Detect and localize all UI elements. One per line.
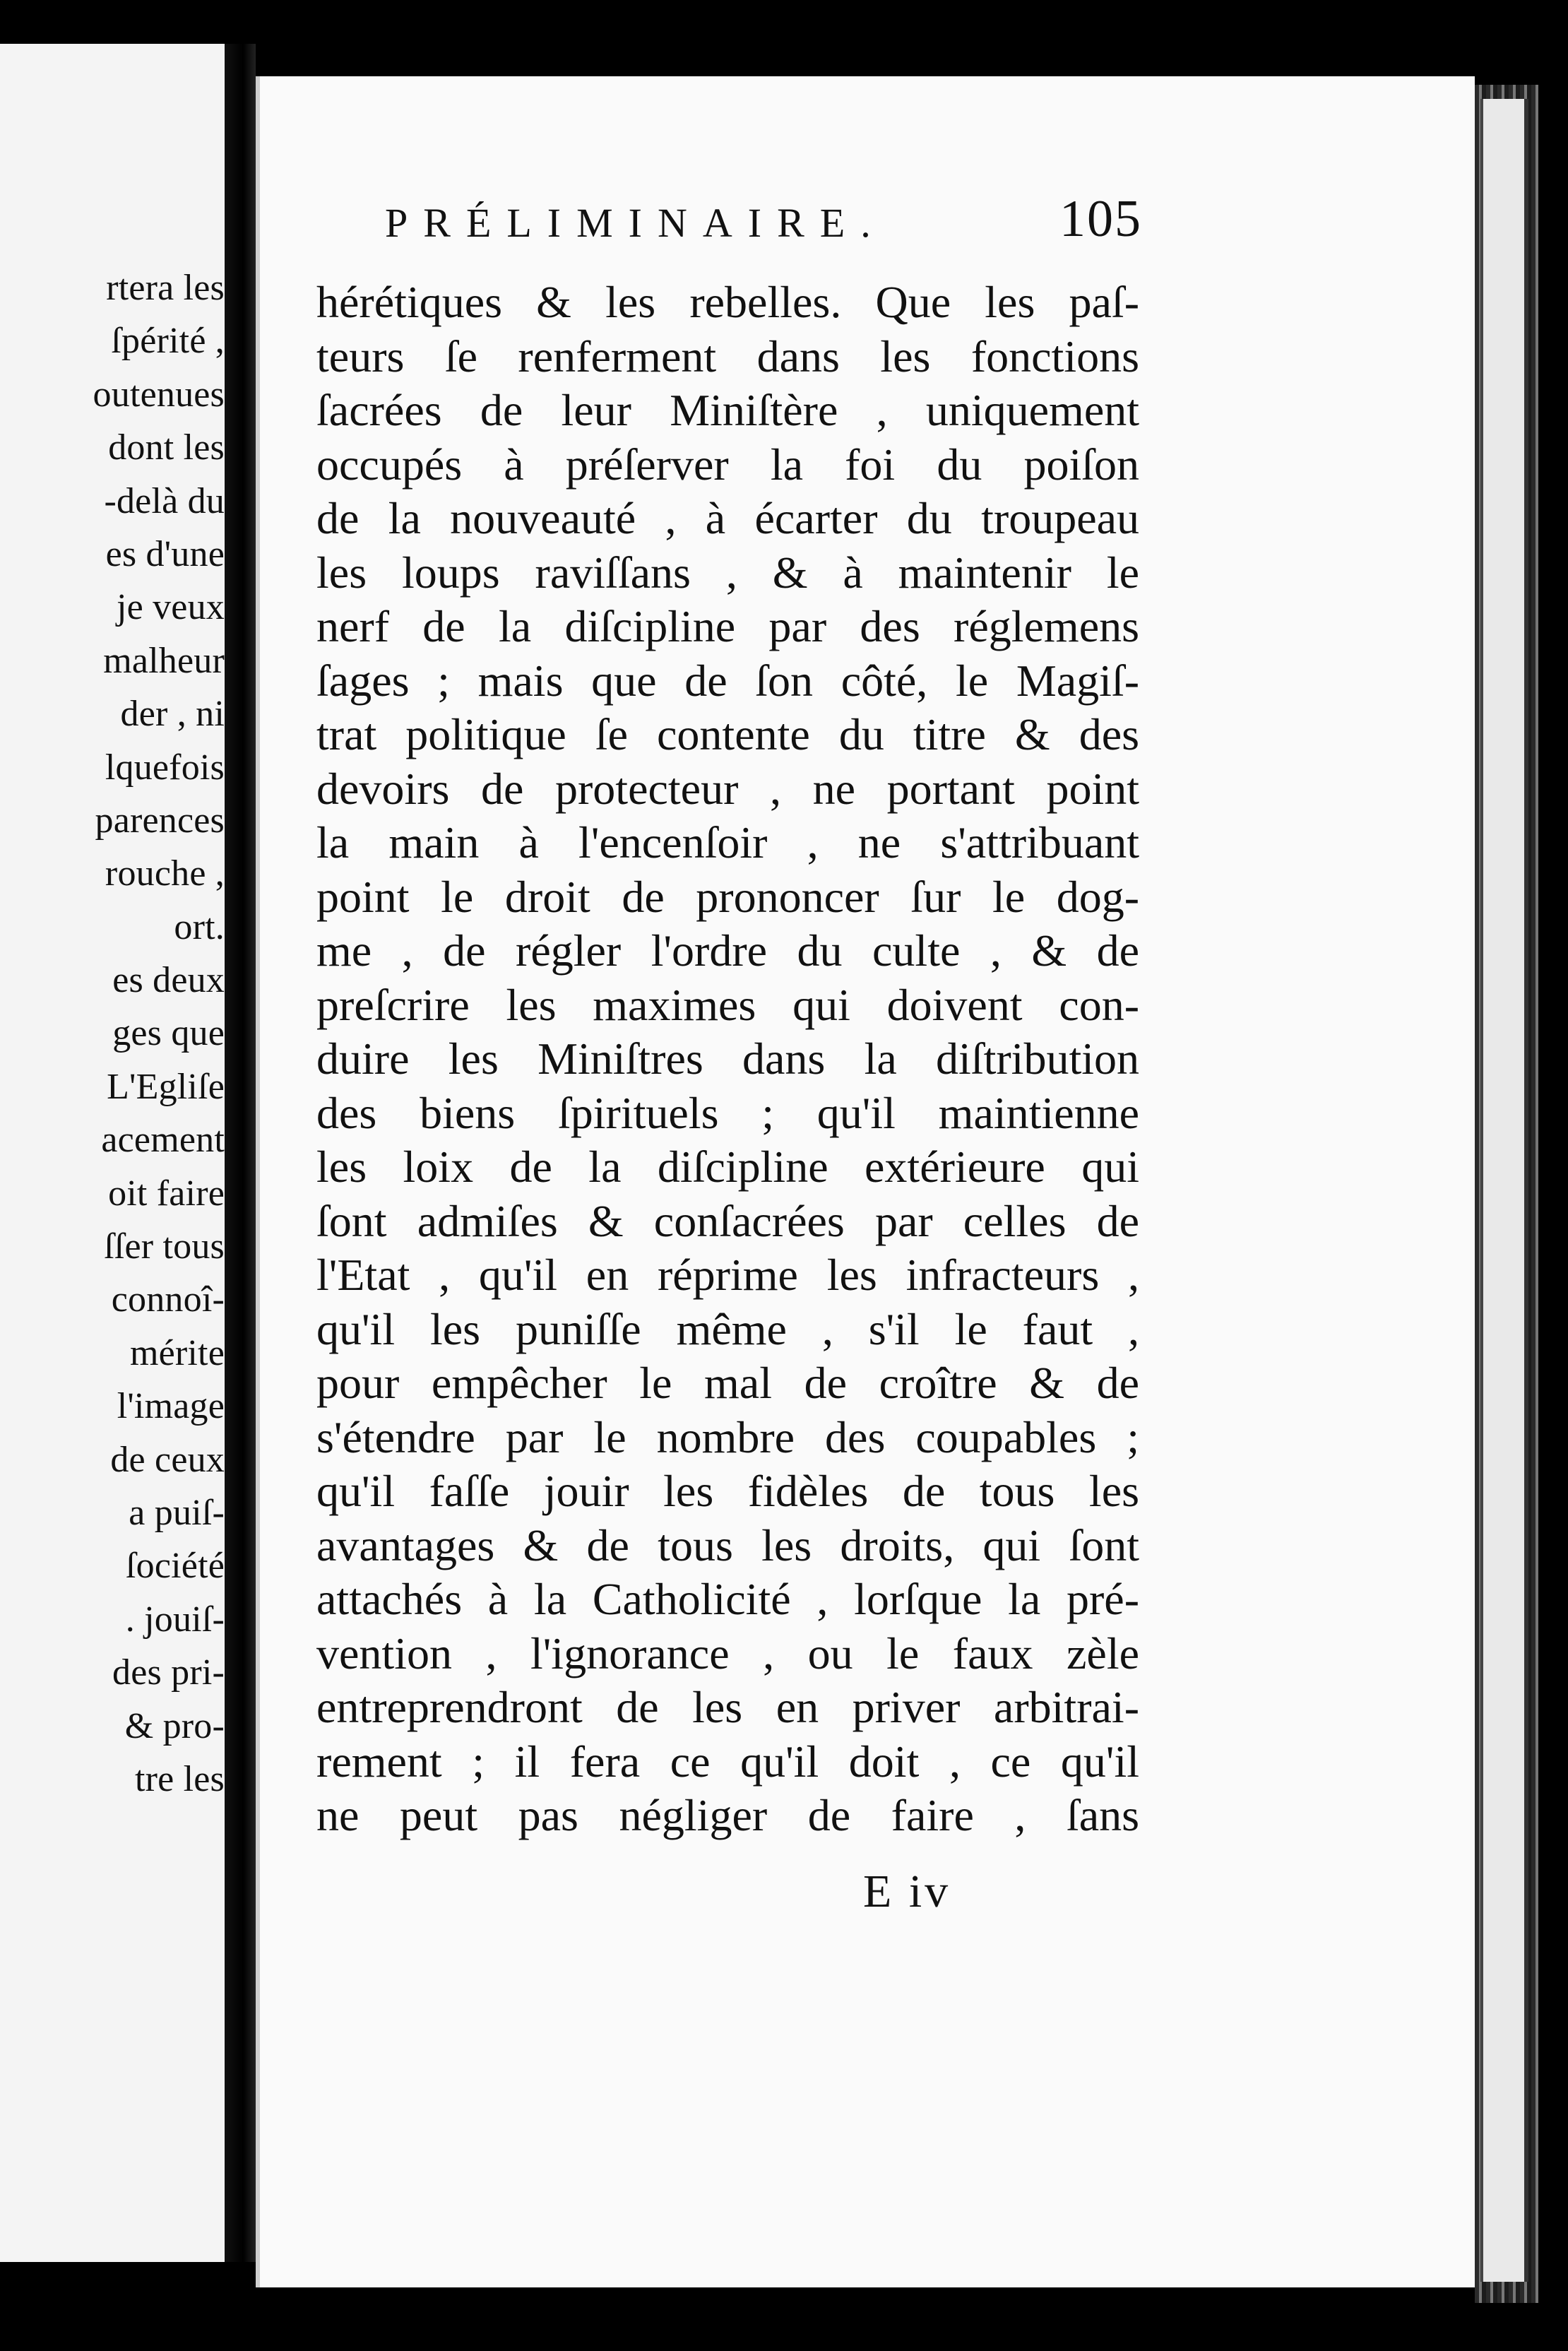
text-line: des pri- — [112, 1652, 225, 1693]
text-line: des biens ſpirituels ; qu'il maintienne — [316, 1087, 1139, 1138]
text-line: occupés à préſerver la foi du poiſon — [316, 439, 1139, 490]
text-line: tre les — [134, 1758, 225, 1799]
signature-mark: E iv — [863, 1866, 951, 1917]
text-line: ort. — [174, 906, 225, 947]
text-line: es d'une — [105, 533, 225, 574]
text-line: duire les Miniſtres dans la diſtribution — [316, 1034, 1139, 1084]
text-line: acement — [101, 1120, 225, 1161]
text-line: vention , l'ignorance , ou le faux zèle — [316, 1628, 1139, 1678]
page-number: 105 — [1059, 190, 1142, 248]
text-line: point le droit de prononcer ſur le dog- — [316, 871, 1139, 922]
text-line: de ceux — [110, 1439, 225, 1480]
text-line: pour empêcher le mal de croître & de — [316, 1358, 1139, 1408]
text-line: de la nouveauté , à écarter du troupeau — [316, 493, 1139, 543]
text-line: outenues — [93, 374, 225, 415]
text-line: les loix de la diſcipline extérieure qui — [316, 1142, 1139, 1192]
page-body-text — [316, 276, 1139, 1843]
text-line: parences — [95, 800, 225, 841]
text-line: -delà du — [104, 480, 225, 521]
previous-page — [0, 44, 229, 2262]
text-line: qu'il faſſe jouir les fidèles de tous les — [316, 1466, 1139, 1516]
text-line: teurs ſe renferment dans les fonctions — [316, 331, 1139, 381]
text-line: me , de régler l'ordre du culte , & de — [316, 925, 1139, 976]
text-line: rouche , — [105, 853, 225, 894]
text-line: ges que — [112, 1013, 225, 1054]
text-line: attachés à la Catholicité , lorſque la pré- — [316, 1574, 1139, 1624]
previous-page-text — [0, 261, 225, 1806]
text-line: s'étendre par le nombre des coupables ; — [316, 1411, 1139, 1462]
text-line: ſociété — [126, 1546, 225, 1587]
text-line: connoî- — [111, 1279, 225, 1320]
text-line: der , ni — [120, 694, 225, 735]
text-line: a puiſ- — [129, 1492, 225, 1533]
text-line: & pro- — [124, 1705, 225, 1746]
text-line: nerf de la diſcipline par des réglemens — [316, 601, 1139, 651]
text-line: trat politique ſe contente du titre & des — [316, 709, 1139, 759]
text-line: mérite — [129, 1332, 225, 1373]
book-gutter — [225, 44, 256, 2262]
text-line: l'Etat , qu'il en réprime les infracteurs , — [316, 1250, 1139, 1300]
text-line: oit faire — [108, 1173, 225, 1214]
text-line: ſſer tous — [104, 1226, 225, 1267]
text-line: ſont admiſes & conſacrées par celles de — [316, 1195, 1139, 1246]
text-line: l'image — [117, 1386, 225, 1427]
text-line: je veux — [116, 587, 225, 628]
text-line: ſpérité , — [111, 321, 225, 362]
text-line: devoirs de protecteur , ne portant point — [316, 763, 1139, 814]
text-line: es deux — [112, 960, 225, 1001]
text-line: les loups raviſſans , & à maintenir le — [316, 547, 1139, 598]
text-line: avantages & de tous les droits, qui ſont — [316, 1520, 1139, 1570]
text-line: L'Egliſe — [107, 1066, 225, 1107]
text-line: ſacrées de leur Miniſtère , uniquement — [316, 385, 1139, 435]
text-line: rement ; il fera ce qu'il doit , ce qu'il — [316, 1736, 1139, 1787]
text-line: rtera les — [106, 268, 225, 308]
text-line: ne peut pas négliger de faire , ſans — [316, 1790, 1139, 1840]
text-line: hérétiques & les rebelles. Que les paſ- — [316, 277, 1139, 327]
text-line: la main à l'encenſoir , ne s'attribuant — [316, 817, 1139, 867]
text-line: preſcrire les maximes qui doivent con- — [316, 979, 1139, 1030]
text-line: . jouiſ- — [125, 1599, 225, 1640]
text-line: dont les — [108, 427, 225, 468]
text-line: ſages ; mais que de ſon côté, le Magiſ- — [316, 655, 1139, 706]
text-line: lquefois — [105, 747, 225, 788]
running-head: PRÉLIMINAIRE. — [385, 200, 886, 246]
page-edge-strip — [1480, 99, 1528, 2282]
text-line: qu'il les puniſſe même , s'il le faut , — [316, 1303, 1139, 1354]
text-line: malheur — [103, 640, 225, 681]
text-line: entreprendront de les en priver arbitrai- — [316, 1682, 1139, 1732]
